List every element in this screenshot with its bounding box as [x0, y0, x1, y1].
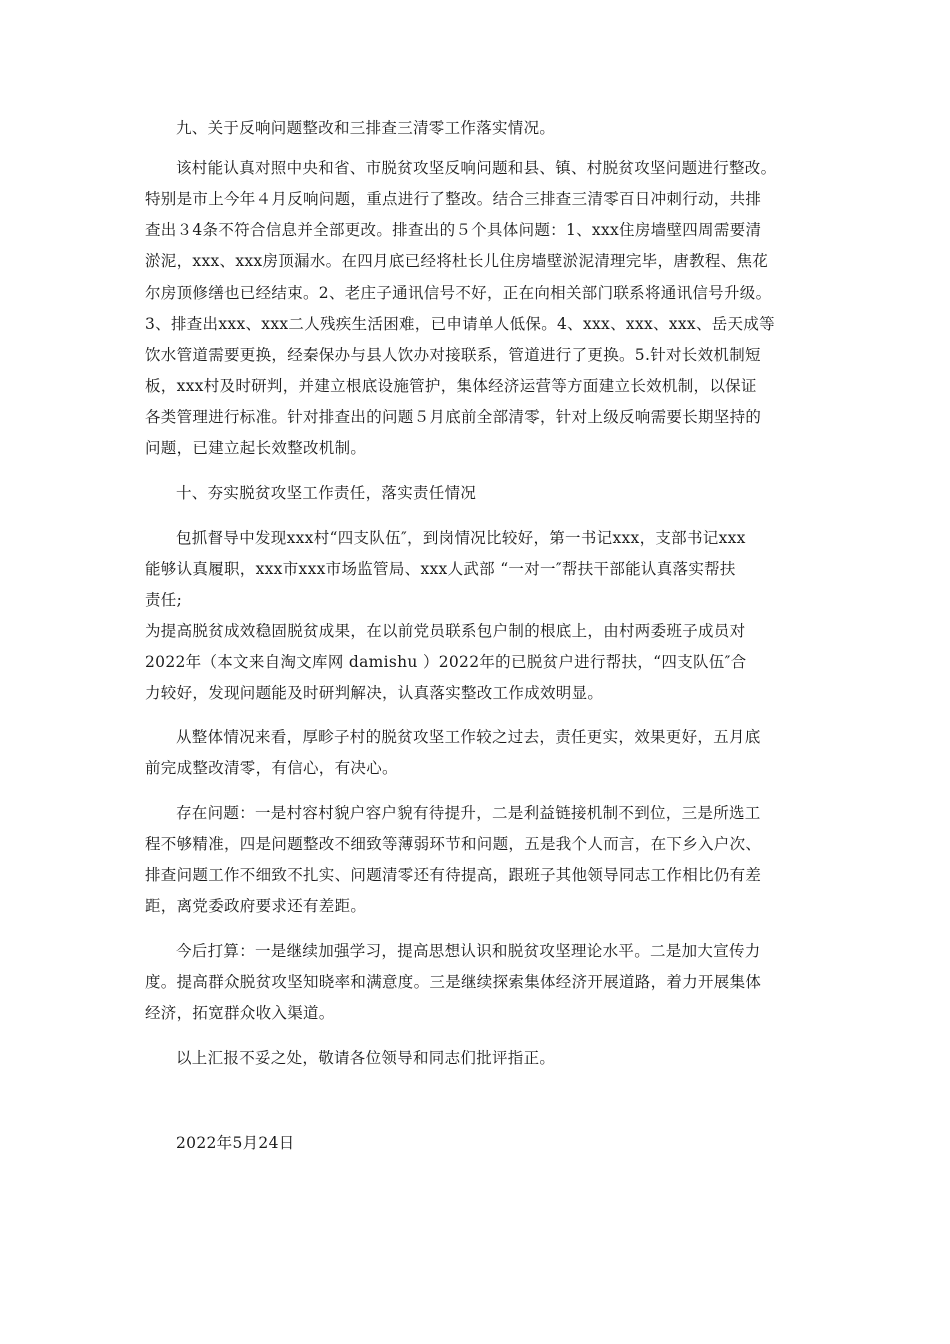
paragraph-line: 3、排查出xxx、xxx二人残疾生活困难，已申请单人低保。4、xxx、xxx、xxx、岳天成等 [145, 315, 775, 333]
paragraph-line: 从整体情况来看，厚畛子村的脱贫攻坚工作较之过去，责任更实，效果更好，五月底 [176, 728, 761, 746]
paragraph-line: 经济，拓宽群众收入渠道。 [145, 1004, 335, 1022]
paragraph-line: 2022年（本文来自淘文库网 damishu ）2022年的已脱贫户进行帮扶，“四支队伍″合 [145, 653, 747, 671]
paragraph-line: 能够认真履职，xxx市xxx市场监管局、xxx人武部 “一对一″帮扶干部能认真落实帮扶 [145, 560, 736, 578]
paragraph-line: 责任; [145, 591, 183, 609]
paragraph-line: 问题，已建立起长效整改机制。 [145, 439, 367, 457]
paragraph-line: 距，离党委政府要求还有差距。 [145, 897, 367, 915]
paragraph-line: 前完成整改清零，有信心，有决心。 [145, 759, 398, 777]
paragraph-line: 包抓督导中发现xxx村“四支队伍″，到岗情况比较好，第一书记xxx，支部书记xxx [176, 529, 746, 547]
closing-line: 以上汇报不妥之处，敬请各位领导和同志们批评指正。 [176, 1049, 556, 1067]
paragraph-line: 饮水管道需要更换，经秦保办与县人饮办对接联系，管道进行了更换。5.针对长效机制短 [145, 346, 761, 364]
paragraph-line: 今后打算：一是继续加强学习，提高思想认识和脱贫攻坚理论水平。二是加大宣传力 [176, 942, 761, 960]
paragraph-line: 排查问题工作不细致不扎实、问题清零还有待提高，跟班子其他领导同志工作相比仍有差 [145, 866, 762, 884]
paragraph-line: 各类管理进行标准。针对排查出的问题５月底前全部清零，针对上级反响需要长期坚持的 [145, 408, 762, 426]
paragraph-line: 尔房顶修缮也已经结束。2、老庄子通讯信号不好，正在向相关部门联系将通讯信号升级。 [145, 284, 772, 302]
paragraph-line: 为提高脱贫成效稳固脱贫成果，在以前党员联系包户制的根底上，由村两委班子成员对 [145, 622, 746, 640]
paragraph-line: 淤泥，xxx、xxx房顶漏水。在四月底已经将杜长儿住房墙壁淤泥清理完毕，唐教程、焦花 [145, 252, 769, 270]
paragraph-line: 存在问题：一是村容村貌户容户貌有待提升，二是利益链接机制不到位，三是所选工 [176, 804, 761, 822]
paragraph-line: 该村能认真对照中央和省、市脱贫攻坚反响问题和县、镇、村脱贫攻坚问题进行整改。 [176, 159, 777, 177]
paragraph-line: 板，xxx村及时研判，并建立根底设施管护，集体经济运营等方面建立长效机制，以保证 [145, 377, 757, 395]
section-heading-10: 十、夯实脱贫攻坚工作责任，落实责任情况 [176, 484, 477, 502]
section-heading-9: 九、关于反响问题整改和三排查三清零工作落实情况。 [176, 119, 556, 137]
paragraph-line: 程不够精准，四是问题整改不细致等薄弱环节和问题，五是我个人而言，在下乡入户次、 [145, 835, 762, 853]
paragraph-line: 度。提高群众脱贫攻坚知晓率和满意度。三是继续探索集体经济开展道路，着力开展集体 [145, 973, 762, 991]
paragraph-line: 查出３4条不符合信息并全部更改。排查出的５个具体问题：1、xxx住房墙壁四周需要清 [145, 221, 762, 239]
document-date: 2022年5月24日 [176, 1134, 295, 1152]
paragraph-line: 特别是市上今年４月反响问题，重点进行了整改。结合三排查三清零百日冲刺行动，共排 [145, 190, 762, 208]
paragraph-line: 力较好，发现问题能及时研判解决，认真落实整改工作成效明显。 [145, 684, 604, 702]
